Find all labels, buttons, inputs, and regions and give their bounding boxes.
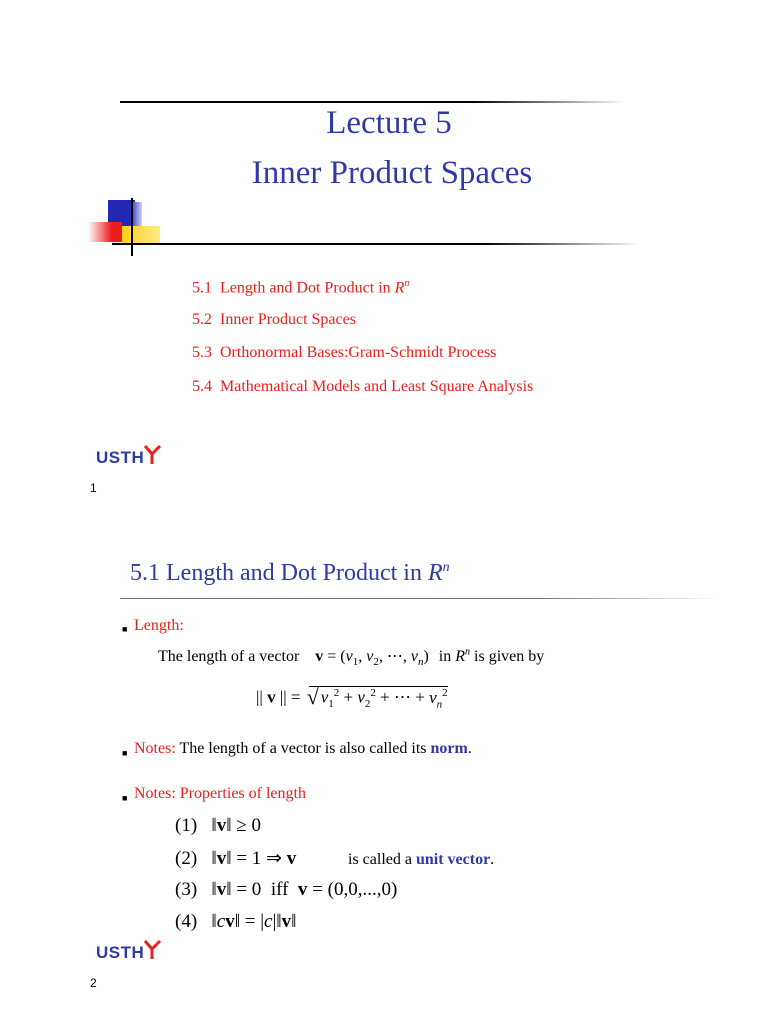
toc-item-5-1: 5.1 Length and Dot Product in $R^n$ — [192, 278, 410, 297]
usth-logo-mark-icon — [144, 444, 162, 466]
title-rule — [120, 598, 720, 599]
slide-2-title: 5.1 Length and Dot Product in $R^n$ — [130, 560, 450, 586]
top-rule — [120, 101, 625, 103]
bullet-icon: ■ — [122, 624, 128, 634]
bullet-icon: ■ — [122, 748, 128, 758]
toc-item-5-2: 5.2 Inner Product Spaces — [192, 311, 356, 328]
property-1: (1) ‖v‖ ≥ 0 — [175, 815, 262, 836]
property-3: (3) ‖v‖ = 0 iff v = (0,0,...,0) — [175, 879, 398, 900]
usth-logo: USTH — [96, 444, 166, 470]
mid-rule — [120, 243, 640, 245]
slide-title-line2: Inner Product Spaces — [251, 155, 533, 191]
toc-item-5-4: 5.4 Mathematical Models and Least Square Analysis — [192, 378, 534, 395]
slide-title-line1: Lecture 5 — [326, 105, 452, 141]
decorative-squares-graphic — [88, 198, 168, 258]
length-definition: The length of a vector $v = (v_1$, $v_2$, ⋯, $v_n$) in $R^n$ is given by — [158, 646, 545, 669]
notes-norm: Notes: The length of a vector is also called its norm. — [134, 740, 472, 757]
norm-formula: || v || = √ $v_1^2 + v_2^2$ + ⋯ + $v_n^2$ — [256, 684, 448, 711]
page-number: 1 — [90, 481, 97, 495]
bullet-icon: ■ — [122, 793, 128, 803]
property-2-text: is called a unit vector. — [348, 851, 495, 868]
length-label: Length: — [134, 617, 184, 634]
toc-item-5-3: 5.3 Orthonormal Bases:Gram-Schmidt Process — [192, 344, 497, 361]
property-4: (4) ‖cv‖ = |c|‖v‖ — [175, 911, 297, 932]
page-number: 2 — [90, 976, 97, 990]
usth-logo: USTH — [96, 939, 166, 965]
notes-properties-label: Notes: Properties of length — [134, 785, 306, 802]
usth-logo-mark-icon — [144, 939, 162, 961]
property-2: (2) ‖v‖ = 1 ⇒ v — [175, 848, 297, 869]
